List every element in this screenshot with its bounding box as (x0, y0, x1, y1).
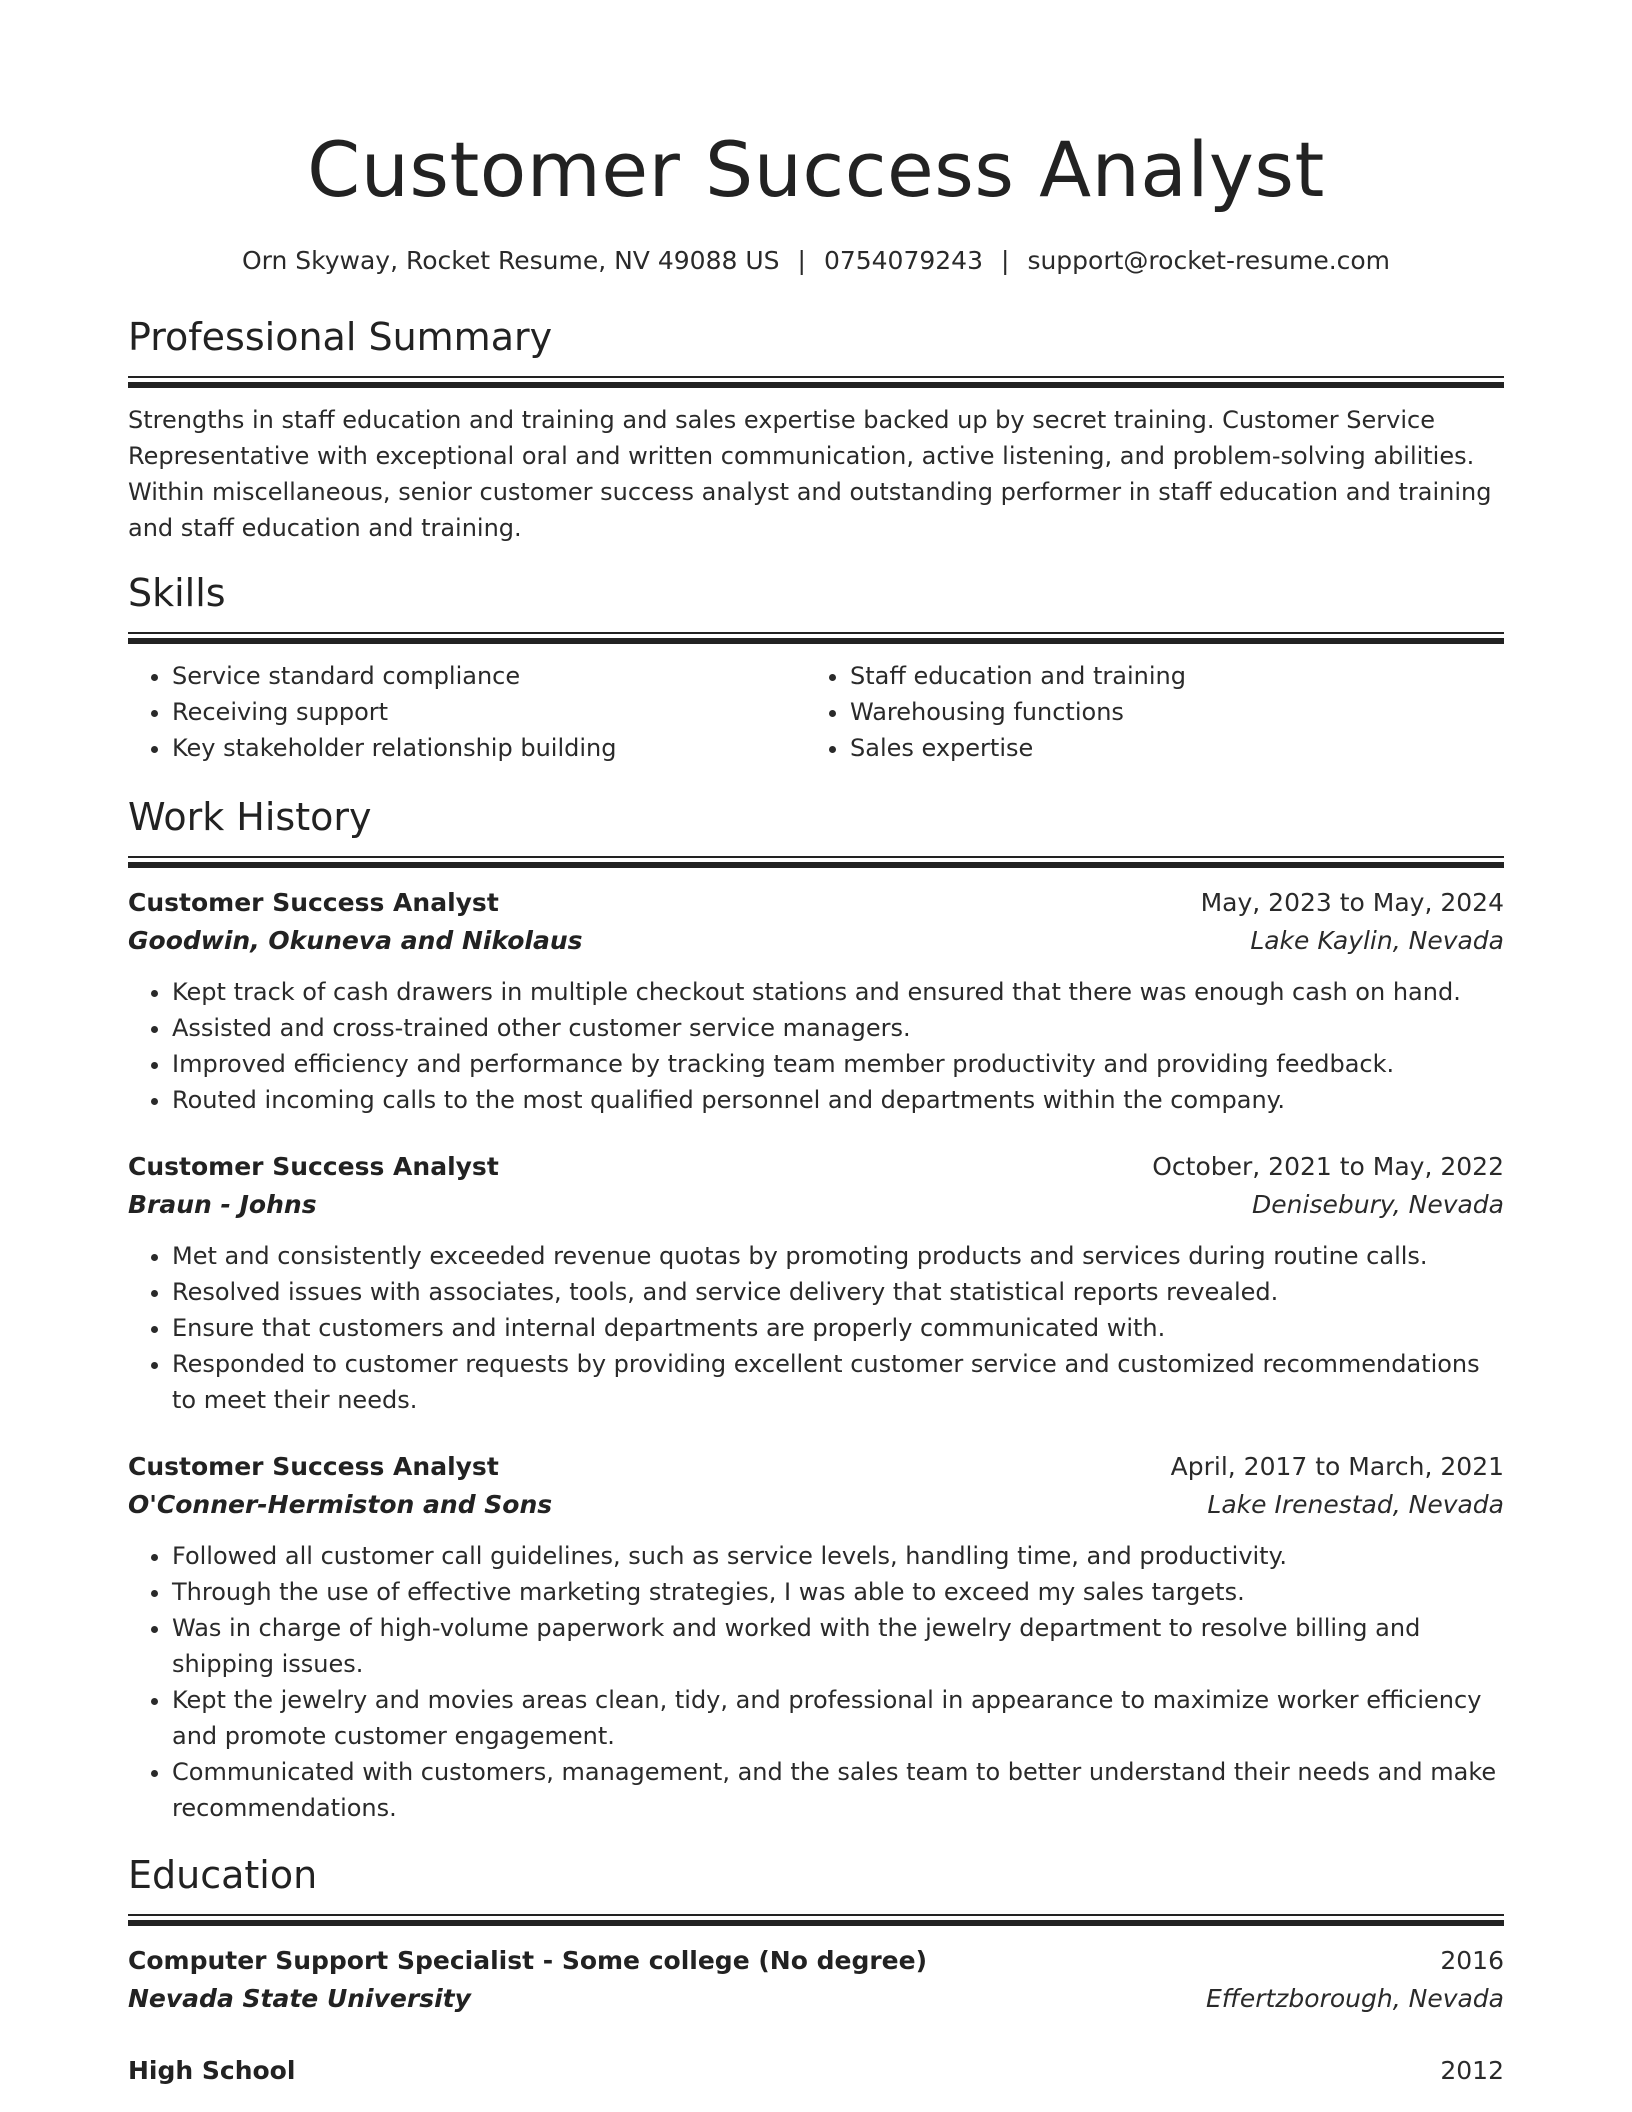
section-divider (128, 1914, 1504, 1926)
education-degree: Computer Support Specialist - Some college (No degree) (128, 1946, 927, 1975)
education-section (128, 1850, 1504, 2090)
skill-item: • Sales expertise (850, 730, 1484, 766)
work-section (128, 792, 1504, 1826)
contact-address: Orn Skyway, Rocket Resume, NV 49088 US (241, 246, 780, 275)
job-dates: October, 2021 to May, 2022 (1152, 1152, 1504, 1181)
job-location: Denisebury, Nevada (1252, 1190, 1504, 1219)
job-bullet: • Improved efficiency and performance by tracking team member productivity and providing feedback. (172, 1046, 1504, 1082)
job-bullet: • Followed all customer call guidelines, such as service levels, handling time, and productivity. (172, 1538, 1504, 1574)
skill-item: • Warehousing functions (850, 694, 1484, 730)
section-divider (128, 632, 1504, 644)
job-title: Customer Success Analyst (128, 1452, 499, 1481)
job-bullet: • Responded to customer requests by providing excellent customer service and customized recommendations to meet their needs. (172, 1346, 1504, 1418)
summary-section (128, 312, 1504, 546)
job-bullet: • Kept track of cash drawers in multiple checkout stations and ensured that there was enough cash on hand. (172, 974, 1504, 1010)
job-bullet: • Assisted and cross-trained other customer service managers. (172, 1010, 1504, 1046)
contact-email: support@rocket-resume.com (1027, 246, 1391, 275)
section-title-summary: Professional Summary (128, 315, 553, 359)
education-degree: High School (128, 2056, 296, 2085)
skills-right-list (806, 658, 1484, 766)
section-title-education: Education (128, 1853, 318, 1897)
job-title: Customer Success Analyst (128, 1152, 499, 1181)
job-company: O'Conner-Hermiston and Sons (128, 1490, 553, 1519)
education-location: Effertzborough, Nevada (1206, 1984, 1504, 2013)
job-bullet: • Routed incoming calls to the most qualified personnel and departments within the company. (172, 1082, 1504, 1118)
education-entry (128, 1942, 1504, 2018)
skill-item: • Service standard compliance (172, 658, 806, 694)
section-divider (128, 856, 1504, 868)
skill-item: • Staff education and training (850, 658, 1484, 694)
job-bullets (128, 974, 1504, 1118)
skills-left-list (128, 658, 806, 766)
job-entry (128, 884, 1504, 1118)
section-divider (128, 376, 1504, 388)
contact-separator: | (797, 246, 806, 275)
job-bullet: • Was in charge of high-volume paperwork and worked with the jewelry department to resolve billing and shipping issues. (172, 1610, 1504, 1682)
resume-title: Customer Success Analyst (307, 125, 1325, 214)
education-year: 2016 (1440, 1946, 1504, 1975)
job-dates: April, 2017 to March, 2021 (1170, 1452, 1504, 1481)
job-bullet: • Through the use of effective marketing strategies, I was able to exceed my sales targets. (172, 1574, 1504, 1610)
job-bullet: • Kept the jewelry and movies areas clean, tidy, and professional in appearance to maximize worker efficiency and promote customer engagement. (172, 1682, 1504, 1754)
summary-text: Strengths in staff education and training and sales expertise backed up by secret training. Customer Service Representative with exceptional oral and written communication, active listening, and problem-solving abilities. Within miscellaneous, senior customer success analyst and outstanding performer in staff education and training and staff education and training. (128, 406, 1492, 542)
skill-item: • Key stakeholder relationship building (172, 730, 806, 766)
job-location: Lake Irenestad, Nevada (1207, 1490, 1504, 1519)
education-entry (128, 2052, 1504, 2090)
job-title: Customer Success Analyst (128, 888, 499, 917)
job-company: Braun - Johns (128, 1190, 317, 1219)
section-title-work: Work History (128, 795, 372, 839)
job-bullets (128, 1538, 1504, 1826)
section-title-skills: Skills (128, 571, 226, 615)
contact-phone: 0754079243 (823, 246, 983, 275)
job-bullets (128, 1238, 1504, 1418)
job-entry (128, 1148, 1504, 1418)
resume-page (128, 0, 1504, 2090)
job-company: Goodwin, Okuneva and Nikolaus (128, 926, 583, 955)
job-bullet: • Resolved issues with associates, tools, and service delivery that statistical reports revealed. (172, 1274, 1504, 1310)
skills-section (128, 568, 1504, 766)
job-entry (128, 1448, 1504, 1826)
education-year: 2012 (1440, 2056, 1504, 2085)
job-location: Lake Kaylin, Nevada (1250, 926, 1504, 955)
contact-separator: | (1001, 246, 1010, 275)
job-bullet: • Met and consistently exceeded revenue quotas by promoting products and services during routine calls. (172, 1238, 1504, 1274)
education-school: Nevada State University (128, 1984, 471, 2013)
job-dates: May, 2023 to May, 2024 (1200, 888, 1504, 917)
skills-columns (128, 658, 1504, 766)
job-bullet: • Ensure that customers and internal departments are properly communicated with. (172, 1310, 1504, 1346)
contact-line (128, 244, 1504, 278)
job-bullet: • Communicated with customers, management, and the sales team to better understand their needs and make recommendations. (172, 1754, 1504, 1826)
skill-item: • Receiving support (172, 694, 806, 730)
